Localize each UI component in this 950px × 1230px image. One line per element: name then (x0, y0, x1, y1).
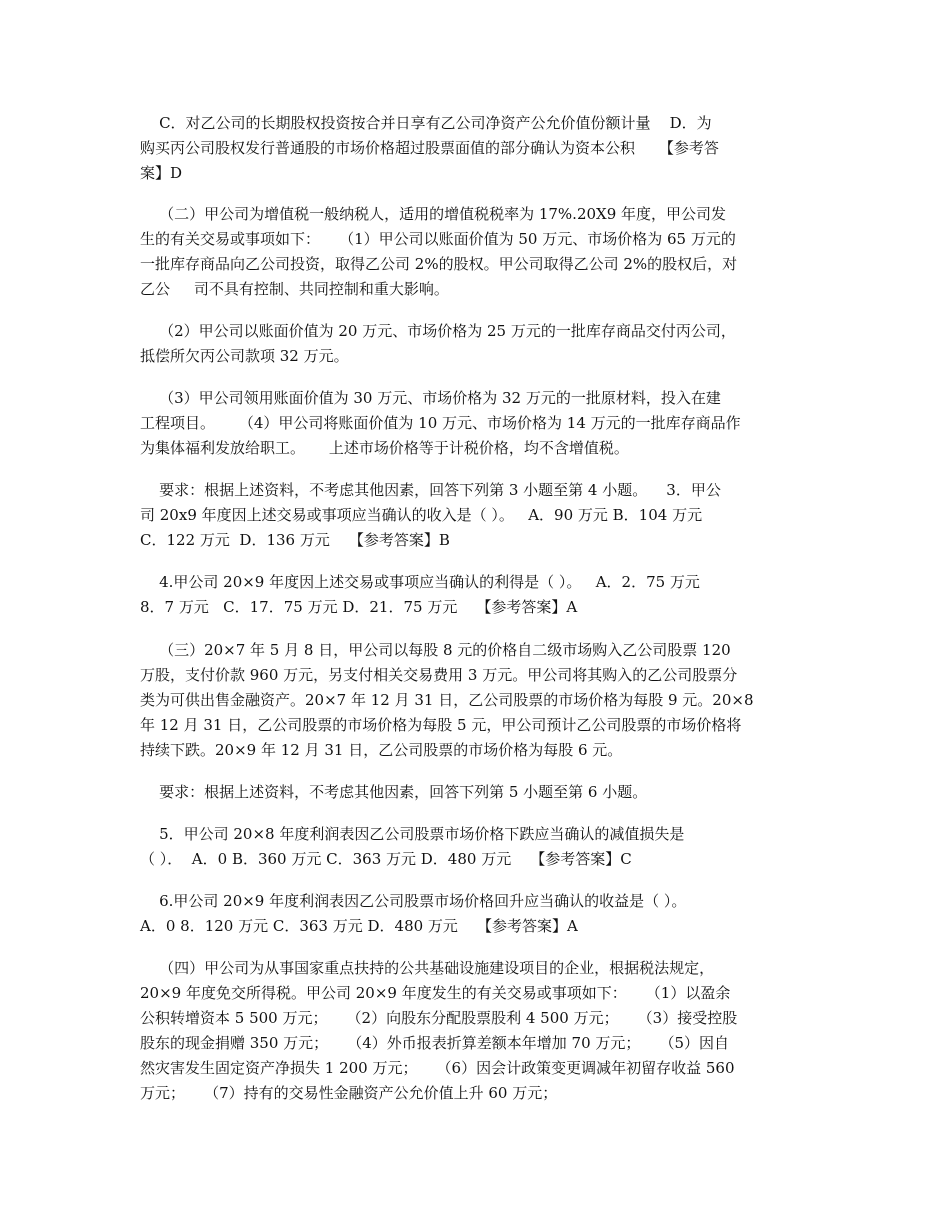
text-line: 然灾害发生固定资产净损失 1 200 万元； （6）因会计政策变更调减年初留存收益 560 (140, 1059, 735, 1077)
text-line: C．122 万元 D．136 万元 【参考答案】B (140, 531, 450, 549)
text-line: （3）甲公司领用账面价值为 30 万元、市场价格为 32 万元的一批原材料，投入在建 (140, 389, 721, 407)
text-line: （ ）． A．0 B．360 万元 C．363 万元 D．480 万元 【参考答案】C (140, 850, 632, 868)
text-line: 6.甲公司 20×9 年度利润表因乙公司股票市场价格回升应当确认的收益是（ ）。 (140, 892, 687, 910)
text-line: 工程项目。 （4）甲公司将账面价值为 10 万元、市场价格为 14 万元的一批库存商品作 (140, 414, 741, 432)
text-line: 万股，支付价款 960 万元，另支付相关交易费用 3 万元。甲公司将其购入的乙公司股票分 (140, 666, 738, 684)
text-line: 为集体福利发放给职工。 上述市场价格等于计税价格，均不含增值税。 (140, 439, 629, 457)
text-line: 生的有关交易或事项如下： （1）甲公司以账面价值为 50 万元、市场价格为 65 万元的 (140, 230, 736, 248)
text-line: 司 20x9 年度因上述交易或事项应当确认的收入是（ ）。 A．90 万元 B．104 万元 (140, 506, 703, 524)
text-line: 乙公 司不具有控制、共同控制和重大影响。 (140, 280, 449, 298)
text-line: 8．7 万元 C．17．75 万元 D．21．75 万元 【参考答案】A (140, 598, 578, 616)
text-line: 4.甲公司 20×9 年度因上述交易或事项应当确认的利得是（ ）。 A．2．75 万元 (140, 573, 700, 591)
text-line: 持续下跌。20×9 年 12 月 31 日，乙公司股票的市场价格为每股 6 元。 (140, 741, 623, 759)
text-line: 万元； （7）持有的交易性金融资产公允价值上升 60 万元； (140, 1084, 558, 1102)
text-line: A．0 8．120 万元 C．363 万元 D．480 万元 【参考答案】A (140, 917, 578, 935)
text-line: （四）甲公司为从事国家重点扶持的公共基础设施建设项目的企业，根据税法规定， (140, 959, 715, 977)
text-line: 公积转增资本 5 500 万元； （2）向股东分配股票股利 4 500 万元； （3）接受控股 (140, 1009, 738, 1027)
text-line: 5．甲公司 20×8 年度利润表因乙公司股票市场价格下跌应当确认的减值损失是 (140, 825, 685, 843)
text-line: 类为可供出售金融资产。20×7 年 12 月 31 日，乙公司股票的市场价格为每股 9 元。20×8 (140, 691, 754, 709)
text-line: 要求：根据上述资料，不考虑其他因素，回答下列第 3 小题至第 4 小题。 3．甲公 (140, 481, 721, 499)
text-line: 一批库存商品向乙公司投资，取得乙公司 2%的股权。甲公司取得乙公司 2%的股权后，对 (140, 255, 738, 273)
text-line: 股东的现金捐赠 350 万元； （4）外币报表折算差额本年增加 70 万元； （5）因自 (140, 1034, 730, 1052)
text-line: （2）甲公司以账面价值为 20 万元、市场价格为 25 万元的一批库存商品交付丙公司， (140, 322, 736, 340)
text-line: 购买丙公司股权发行普通股的市场价格超过股票面值的部分确认为资本公积 【参考答 (140, 139, 719, 157)
text-line: 案】D (140, 164, 183, 182)
text-line: （二）甲公司为增值税一般纳税人，适用的增值税税率为 17%.20X9 年度，甲公司发 (140, 205, 727, 223)
text-line: 年 12 月 31 日，乙公司股票的市场价格为每股 5 元，甲公司预计乙公司股票的市场价格将 (140, 716, 742, 734)
text-line: C．对乙公司的长期股权投资按合并日享有乙公司净资产公允价值份额计量 D．为 (140, 114, 712, 132)
text-line: 抵偿所欠丙公司款项 32 万元。 (140, 347, 349, 365)
text-line: （三）20×7 年 5 月 8 日，甲公司以每股 8 元的价格自二级市场购入乙公司股票 120 (140, 641, 731, 659)
text-line: 20×9 年度免交所得税。甲公司 20×9 年度发生的有关交易或事项如下： （1）以盈余 (140, 984, 731, 1002)
text-line: 要求：根据上述资料，不考虑其他因素，回答下列第 5 小题至第 6 小题。 (140, 783, 648, 801)
